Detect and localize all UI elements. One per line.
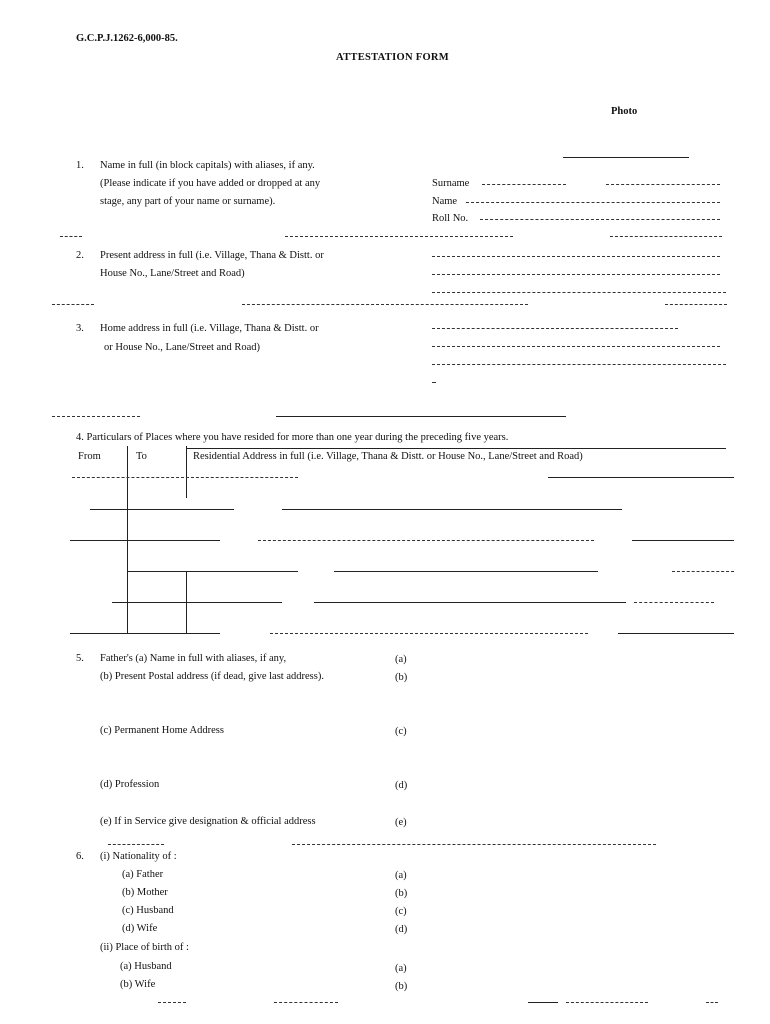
present-address-line1[interactable] [432,256,720,257]
photo-label: Photo [611,106,638,117]
item6-number: 6. [76,851,84,862]
form-code: G.C.P.J.1262-6,000-85. [76,33,178,44]
home-address-line1[interactable] [432,328,678,329]
col-to-header: To [136,451,147,462]
birthplace-heading: (ii) Place of birth of : [100,942,189,953]
item1-text-line3: stage, any part of your name or surname). [100,196,276,207]
father-postal-label: (b) Present Postal address (if dead, give last address). [100,671,324,682]
item3-text-line2: or House No., Lane/Street and Road) [104,342,260,353]
father-name-mark[interactable]: (a) [395,654,407,665]
item2-text-line2: House No., Lane/Street and Road) [100,268,245,279]
roll-no-field[interactable] [480,219,720,220]
home-address-line3[interactable] [432,364,726,365]
residence-row-6[interactable] [70,633,220,634]
item5-number: 5. [76,653,84,664]
form-title: ATTESTATION FORM [336,52,450,63]
nationality-mother-label: (b) Mother [122,887,168,898]
residence-row-3[interactable] [70,540,220,541]
residence-row-2[interactable] [90,509,234,510]
father-home-mark[interactable]: (c) [395,726,407,737]
nationality-husband-mark[interactable]: (c) [395,906,407,917]
item2-number: 2. [76,250,84,261]
nationality-wife-mark[interactable]: (d) [395,924,408,935]
nationality-father-mark[interactable]: (a) [395,870,407,881]
father-service-mark[interactable]: (e) [395,817,407,828]
nationality-father-label: (a) Father [122,869,164,880]
birthplace-wife-mark[interactable]: (b) [395,981,408,992]
name-field[interactable] [466,202,720,203]
birthplace-husband-mark[interactable]: (a) [395,963,407,974]
item4-heading: 4. Particulars of Places where you have resided for more than one year during the preceding five years. [76,432,509,443]
birthplace-husband-label: (a) Husband [120,961,172,972]
birthplace-wife-label: (b) Wife [120,979,156,990]
nationality-husband-label: (c) Husband [122,905,174,916]
item2-text-line1: Present address in full (i.e. Village, Thana & Distt. or [100,250,324,261]
residence-row-4[interactable] [128,571,298,572]
item1-text-line1: Name in full (in block capitals) with aliases, if any. [100,160,315,171]
surname-label: Surname [432,178,470,189]
residence-row-1[interactable] [72,477,298,478]
item3-number: 3. [76,323,84,334]
item1-number: 1. [76,160,84,171]
col-address-header: Residential Address in full (i.e. Village, Thana & Distt. or House No., Lane/Street and Road) [193,451,583,462]
residence-row-5[interactable] [112,602,282,603]
name-label: Name [432,196,458,207]
present-address-line3[interactable] [432,292,726,293]
photo-box [563,72,690,156]
present-address-line2[interactable] [432,274,720,275]
nationality-wife-label: (d) Wife [122,923,158,934]
father-home-label: (c) Permanent Home Address [100,725,224,736]
nationality-mother-mark[interactable]: (b) [395,888,408,899]
father-postal-mark[interactable]: (b) [395,672,408,683]
col-from-header: From [78,451,101,462]
father-name-label: Father's (a) Name in full with aliases, if any, [100,653,287,664]
father-service-label: (e) If in Service give designation & official address [100,816,316,827]
surname-field[interactable] [482,184,566,185]
item1-text-line2: (Please indicate if you have added or dropped at any [100,178,321,189]
roll-no-label: Roll No. [432,213,469,224]
nationality-heading: (i) Nationality of : [100,851,177,862]
father-profession-mark[interactable]: (d) [395,780,408,791]
surname-field-continued[interactable] [606,184,720,185]
home-address-line2[interactable] [432,346,720,347]
item3-text-line1: Home address in full (i.e. Village, Thana & Distt. or [100,323,319,334]
father-profession-label: (d) Profession [100,779,160,790]
